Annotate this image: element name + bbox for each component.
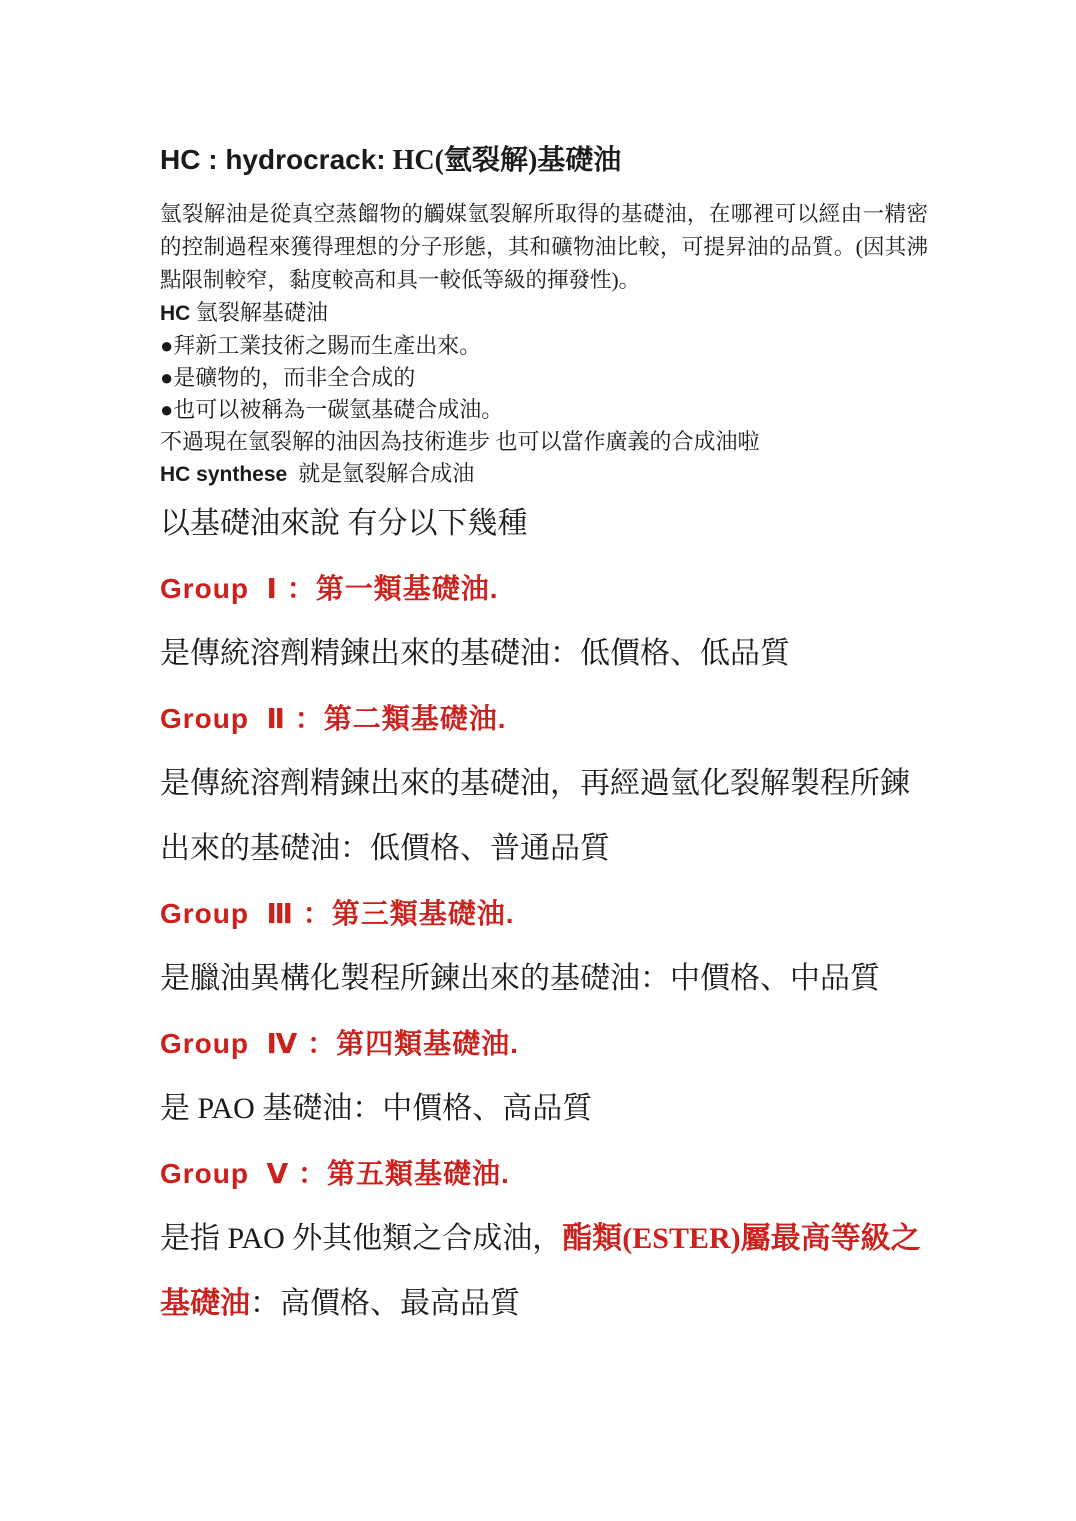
group-2-description xyxy=(160,751,928,881)
group-3-section xyxy=(160,881,928,1011)
hc-subtitle-line xyxy=(160,297,928,330)
group-4-description xyxy=(160,1076,928,1141)
group-1-description-text: 是傳統溶劑精鍊出來的基礎油：低價格、低品質 xyxy=(160,637,790,670)
hc-subtitle-latin: HC xyxy=(160,302,191,325)
hc-notes-block xyxy=(160,297,928,491)
group-3-description xyxy=(160,946,928,1011)
bullet-item-1: ●拜新工業技術之賜而生產出來。 xyxy=(160,333,482,358)
section-lead-line: 以基礎油來說 有分以下幾種 xyxy=(160,507,528,540)
group-5-description-red-ester: 酯類(ESTER)屬最高等級之基礎油 xyxy=(160,1222,921,1320)
synthese-latin: HC synthese xyxy=(160,463,288,486)
group-5-description xyxy=(160,1206,928,1336)
hc-subtitle-cjk: 氫裂解基礎油 xyxy=(190,300,328,325)
group-3-description-text: 是臘油異構化製程所鍊出來的基礎油：中價格、中品質 xyxy=(160,962,880,995)
group-5-section xyxy=(160,1141,928,1336)
group-5-heading: Group Ⅴ ：第五類基礎油. xyxy=(160,1158,510,1189)
intro-paragraph: 氫裂解油是從真空蒸餾物的觸媒氫裂解所取得的基礎油，在哪裡可以經由一精密的控制過程來獲得理想的分子形態，其和礦物油比較，可提昇油的品質。(因其沸點限制較窄，黏度較高和具一較低等級的揮發性)。 xyxy=(160,202,928,292)
bullet-item-2: ●是礦物的，而非全合成的 xyxy=(160,365,416,390)
synthese-line xyxy=(160,458,928,491)
base-oil-sections xyxy=(160,491,928,1336)
group-5-description-black-2: ：高價格、最高品質 xyxy=(250,1287,520,1320)
synthese-cjk: 就是氫裂解合成油 xyxy=(287,461,475,486)
group-1-heading: Group Ⅰ ：第一類基礎油. xyxy=(160,573,499,604)
bullet-item-3: ●也可以被稱為一碳氫基礎合成油。 xyxy=(160,397,504,422)
title-cjk-part: HC(氫裂解)基礎油 xyxy=(392,145,622,176)
group-2-heading: Group Ⅱ ：第二類基礎油. xyxy=(160,703,507,734)
group-4-description-text: 是 PAO 基礎油：中價格、高品質 xyxy=(160,1092,593,1125)
group-2-section xyxy=(160,686,928,881)
group-2-description-text: 是傳統溶劑精鍊出來的基礎油，再經過氫化裂解製程所鍊出來的基礎油：低價格、普通品質 xyxy=(160,767,910,865)
group-1-description xyxy=(160,621,928,686)
group-4-heading: Group Ⅳ ：第四類基礎油. xyxy=(160,1028,519,1059)
group-4-section xyxy=(160,1011,928,1141)
group-5-description-black-1: 是指 PAO 外其他類之合成油， xyxy=(160,1222,563,1255)
group-1-section xyxy=(160,556,928,686)
title-latin-part: HC : hydrocrack: xyxy=(160,144,386,175)
document-title xyxy=(160,145,928,176)
note-line: 不過現在氫裂解的油因為技術進步 也可以當作廣義的合成油啦 xyxy=(160,429,760,454)
group-3-heading: Group Ⅲ ：第三類基礎油. xyxy=(160,898,515,929)
